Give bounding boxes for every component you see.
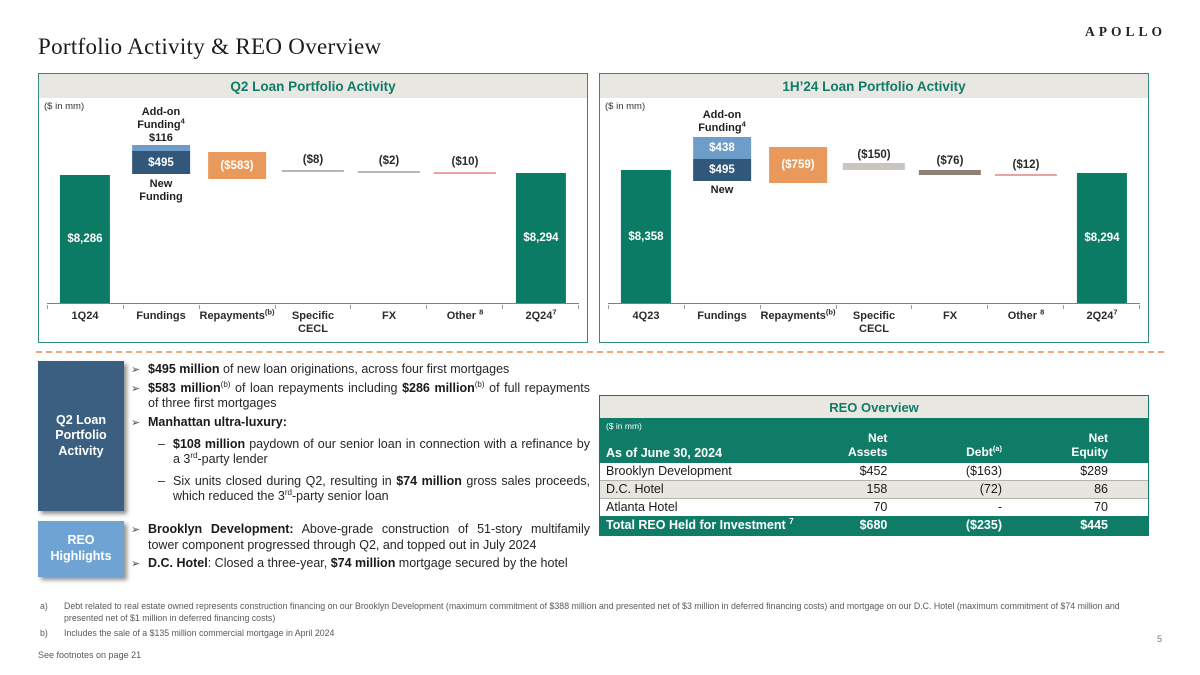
arrow-bullet-icon: ➢	[131, 382, 141, 395]
addon-funding-title: Add-on Funding$^4$	[137, 106, 185, 132]
bar-addon-funding: $438	[693, 137, 751, 159]
bar-value-label: $8,358	[628, 230, 664, 243]
other-label: ($10)	[451, 156, 479, 168]
row-net-equity: $289	[1080, 464, 1108, 479]
category-label: Fundings	[136, 310, 186, 322]
table-row	[600, 481, 1148, 499]
q2-activity-bullets	[124, 361, 592, 511]
reo-overview-table	[599, 395, 1149, 536]
row-net-equity: 70	[1094, 500, 1108, 515]
row-name: Brooklyn Development	[606, 464, 732, 479]
arrow-bullet-icon: ➢	[131, 364, 141, 376]
bar-end	[1077, 173, 1127, 303]
bar-value-label: $8,294	[1084, 232, 1120, 244]
category-label: $2Q24^7$	[525, 307, 557, 322]
bar-other	[434, 172, 496, 174]
new-funding-caption: New	[710, 184, 734, 196]
column-fundings	[123, 98, 199, 303]
bullet-text: $495 million of new loan originations, across four first mortgages	[148, 362, 510, 376]
reo-highlights-bullets	[124, 521, 592, 575]
specific-cecl-label: ($8)	[302, 154, 324, 166]
axis-ticks	[47, 305, 579, 309]
category-label: Other $^8$	[446, 307, 484, 322]
category-label: FX	[381, 310, 397, 322]
column-other	[988, 98, 1064, 303]
column-repayments	[199, 98, 275, 303]
q2-activity-tag: Q2 Loan Portfolio Activity	[38, 361, 124, 511]
footnote-label: a)	[40, 601, 48, 611]
category-label: Specific CECL	[291, 310, 335, 336]
bar-new-funding: $495	[132, 151, 190, 174]
arrow-bullet-icon: ➢	[131, 416, 141, 429]
dash-bullet-icon: –	[158, 436, 165, 451]
bar-other	[995, 174, 1057, 176]
table-row	[600, 499, 1148, 516]
bullet-text: D.C. Hotel: Closed a three-year, $74 million mortgage secured by the hotel	[148, 556, 568, 571]
page-number: 5	[1156, 634, 1162, 644]
column-end	[503, 98, 579, 303]
column-other	[427, 98, 503, 303]
row-debt: ($163)	[965, 464, 1002, 479]
bar-end	[516, 173, 566, 303]
footnote-text: Debt related to real estate owned represents construction financing on our Brooklyn Development (maximum commitment of $388 million and presented net of $3 million in deferred financing costs) and mortgage on our D.C. Hotel (maximum commitment of $74 million and presented net of $1 million in deferred financing costs)	[64, 601, 1120, 624]
units-note: ($ in mm)	[44, 101, 85, 112]
bullet-item	[131, 556, 592, 572]
reo-highlights-tag: REO Highlights	[38, 521, 124, 577]
category-label: 4Q23	[632, 310, 660, 322]
bar-value-label: $8,294	[523, 232, 559, 244]
bar-start	[60, 175, 110, 303]
bar-fx	[919, 170, 981, 175]
total-net-equity: $445	[1080, 518, 1108, 533]
fx-label: ($76)	[936, 155, 964, 167]
header-net-equity: Net Equity	[1071, 431, 1108, 459]
chart-title: 1H’24 Loan Portfolio Activity	[600, 74, 1148, 98]
fx-label: ($2)	[378, 155, 400, 167]
bullet-text: Manhattan ultra-luxury:	[148, 414, 287, 429]
category-label: $2Q24^7$	[1086, 307, 1118, 322]
header-net-assets: Net Assets	[848, 431, 888, 459]
row-net-assets: $452	[859, 464, 888, 479]
sub-bullet-text: $108 million paydown of our senior loan in connection with a refinance by a 3rd-party lender	[173, 436, 591, 467]
axis-ticks	[608, 305, 1140, 309]
bar-start	[621, 170, 671, 303]
bullet-text: $583 million$^{(b)}$ of loan repayments including $286 million$^{(b)}$ of full repayments of three first mortgages	[148, 379, 590, 411]
category-label: FX	[942, 310, 958, 322]
other-label: ($12)	[1012, 159, 1040, 171]
footnote-b	[40, 627, 1148, 639]
column-fundings	[684, 98, 760, 303]
category-labels	[608, 307, 1140, 336]
page-title: Portfolio Activity & REO Overview	[38, 34, 382, 59]
row-name: Atlanta Hotel	[606, 500, 678, 515]
total-label: Total REO Held for Investment $^7$	[606, 516, 794, 533]
plot	[608, 98, 1140, 304]
total-debt: ($235)	[965, 518, 1002, 533]
sub-bullet-item	[158, 474, 592, 505]
dash-bullet-icon: –	[158, 473, 165, 488]
header-debt: Debt$^{(a)}$	[966, 443, 1002, 459]
addon-funding-caption: Add-on Funding$^4$	[698, 109, 746, 135]
bullet-text: Brooklyn Development: Above-grade construction of 51-story multifamily tower component progressed through Q2, and topped out in July 2024	[148, 522, 590, 552]
column-end	[1064, 98, 1140, 303]
category-label: Repayments$^{(b)}$	[199, 307, 275, 322]
footnote-a	[40, 600, 1148, 625]
row-net-assets: 70	[873, 500, 888, 515]
category-label: Fundings	[697, 310, 747, 322]
chart-plot-area	[600, 98, 1148, 340]
bullet-item	[131, 522, 592, 553]
bar-new-funding: $495	[693, 159, 751, 181]
row-net-assets: 158	[866, 482, 888, 497]
bullet-item	[131, 362, 592, 378]
row-net-equity: 86	[1094, 482, 1108, 497]
1h24-loan-activity-chart	[599, 73, 1149, 343]
units-note: ($ in mm)	[606, 421, 642, 431]
new-funding-caption: New Funding	[139, 178, 183, 203]
category-label: Specific CECL	[852, 310, 896, 336]
bar-specific-cecl	[282, 170, 344, 172]
apollo-logo: APOLLO	[1084, 24, 1166, 39]
row-name: D.C. Hotel	[606, 482, 664, 497]
row-debt: (72)	[979, 482, 1002, 497]
footnote-label: b)	[40, 627, 48, 638]
sub-bullet-text: Six units closed during Q2, resulting in $74 million gross sales proceeds, which reduced the 3rd-party senior loan	[173, 473, 590, 504]
chart-plot-area	[39, 98, 587, 340]
bullet-item	[131, 381, 592, 412]
bar-value-label: $8,286	[67, 233, 103, 245]
bullet-item	[131, 415, 592, 431]
plot	[47, 98, 579, 304]
table-total-row	[600, 516, 1148, 535]
dashed-divider	[36, 351, 1164, 353]
chart-title: Q2 Loan Portfolio Activity	[39, 74, 587, 98]
units-note: ($ in mm)	[605, 101, 646, 112]
specific-cecl-label: ($150)	[857, 149, 891, 161]
reo-highlights-section	[38, 521, 592, 577]
q2-loan-activity-chart	[38, 73, 588, 343]
column-repayments	[760, 98, 836, 303]
column-fx	[351, 98, 427, 303]
category-label: 1Q24	[71, 310, 99, 322]
header-as-of: As of June 30, 2024	[606, 445, 723, 460]
addon-funding-value: $116	[149, 132, 173, 145]
row-debt: -	[997, 500, 1002, 515]
footnotes	[40, 600, 1148, 641]
category-label: Other $^8$	[1007, 307, 1045, 322]
category-labels	[47, 307, 579, 336]
footnote-text: Includes the sale of a $135 million commercial mortgage in April 2024	[64, 627, 335, 638]
arrow-bullet-icon: ➢	[131, 524, 141, 536]
column-specific-cecl	[836, 98, 912, 303]
total-net-assets: $680	[859, 518, 888, 533]
bar-fx	[358, 171, 420, 173]
column-fx	[912, 98, 988, 303]
bar-repayments: ($583)	[208, 152, 266, 179]
reo-table-header	[600, 419, 1148, 463]
column-specific-cecl	[275, 98, 351, 303]
bar-specific-cecl	[843, 163, 905, 170]
reo-table-title: REO Overview	[600, 396, 1148, 419]
category-label: Repayments$^{(b)}$	[760, 307, 836, 322]
see-footnotes-note: See footnotes on page 21	[38, 650, 142, 660]
table-row	[600, 463, 1148, 481]
arrow-bullet-icon: ➢	[131, 558, 141, 571]
q2-activity-section	[38, 361, 592, 511]
bar-repayments: ($759)	[769, 147, 827, 183]
sub-bullet-item	[158, 437, 592, 468]
